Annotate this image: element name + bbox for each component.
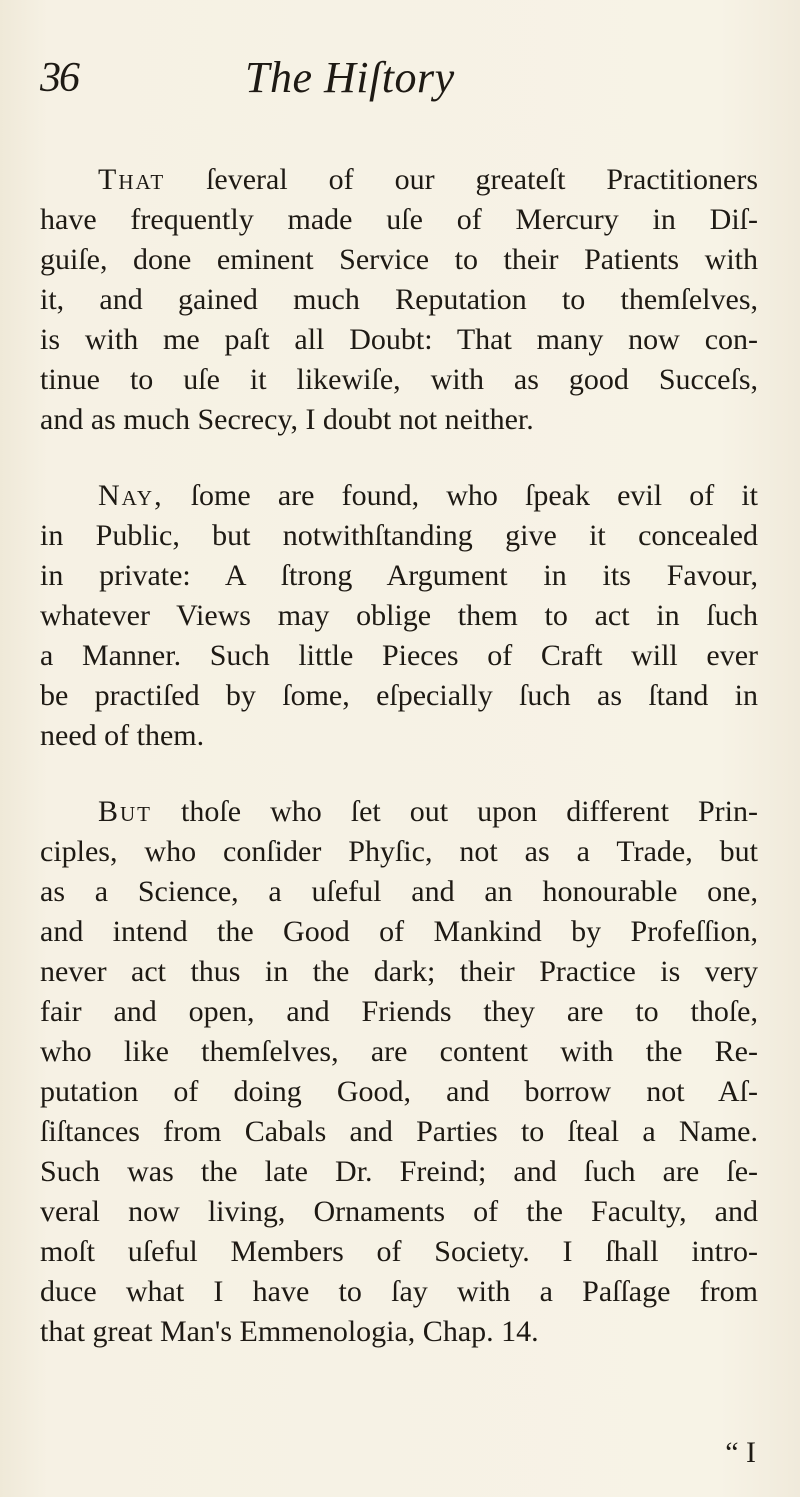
page-number: 36: [40, 55, 78, 101]
text-line: But thoſe who ſet out upon different Prin-: [98, 795, 758, 828]
text-line: as a Science, a uſeful and an honourable one,: [40, 875, 758, 908]
text-line: a Manner. Such little Pieces of Craft will ever: [40, 639, 758, 672]
catchword: “ I: [725, 1436, 756, 1469]
text-line: and intend the Good of Mankind by Profeſſion,: [40, 915, 758, 948]
page-header: [40, 52, 760, 122]
paragraph-lead: That: [98, 163, 166, 196]
text-line: moſt uſeful Members of Society. I ſhall intro-: [40, 1235, 758, 1268]
paragraph-1: [40, 160, 758, 440]
text-line: never act thus in the dark; their Practice is very: [40, 955, 758, 988]
text-line: ſiſtances from Cabals and Parties to ſteal a Name.: [40, 1115, 758, 1148]
text-line: Such was the late Dr. Freind; and ſuch are ſe-: [40, 1155, 758, 1188]
text-line: that great Man's Emmenologia, Chap. 14.: [40, 1315, 539, 1348]
text-line: who like themſelves, are content with the Re-: [40, 1035, 758, 1068]
text-line: guiſe, done eminent Service to their Patients with: [40, 243, 758, 276]
paragraph-3: [40, 792, 758, 1352]
text-line: That ſeveral of our greateſt Practitioners: [98, 163, 758, 196]
text-line: Nay, ſome are found, who ſpeak evil of it: [98, 479, 758, 512]
text-line: in private: A ſtrong Argument in its Favour,: [40, 559, 758, 592]
paragraph-lead: Nay,: [98, 479, 164, 512]
paragraph-lead: But: [98, 795, 153, 828]
text-line: duce what I have to ſay with a Paſſage from: [40, 1275, 758, 1308]
page-body: [40, 160, 758, 1388]
text-line: tinue to uſe it likewiſe, with as good Succeſs,: [40, 363, 758, 396]
text-line: fair and open, and Friends they are to thoſe,: [40, 995, 758, 1028]
text-line: in Public, but notwithſtanding give it concealed: [40, 519, 758, 552]
text-line: ciples, who conſider Phyſic, not as a Trade, but: [40, 835, 758, 868]
paragraph-2: [40, 476, 758, 756]
text-line: and as much Secrecy, I doubt not neither.: [40, 403, 534, 436]
text-line: veral now living, Ornaments of the Faculty, and: [40, 1195, 758, 1228]
text-line: be practiſed by ſome, eſpecially ſuch as ſtand in: [40, 679, 758, 712]
text-line: whatever Views may oblige them to act in ſuch: [40, 599, 758, 632]
running-title: The Hiſtory: [245, 53, 455, 102]
text-line: is with me paſt all Doubt: That many now con-: [40, 323, 758, 356]
text-line: it, and gained much Reputation to themſelves,: [40, 283, 758, 316]
text-line: putation of doing Good, and borrow not Aſ-: [40, 1075, 758, 1108]
text-line: need of them.: [40, 719, 205, 752]
text-line: have frequently made uſe of Mercury in Diſ-: [40, 203, 758, 236]
